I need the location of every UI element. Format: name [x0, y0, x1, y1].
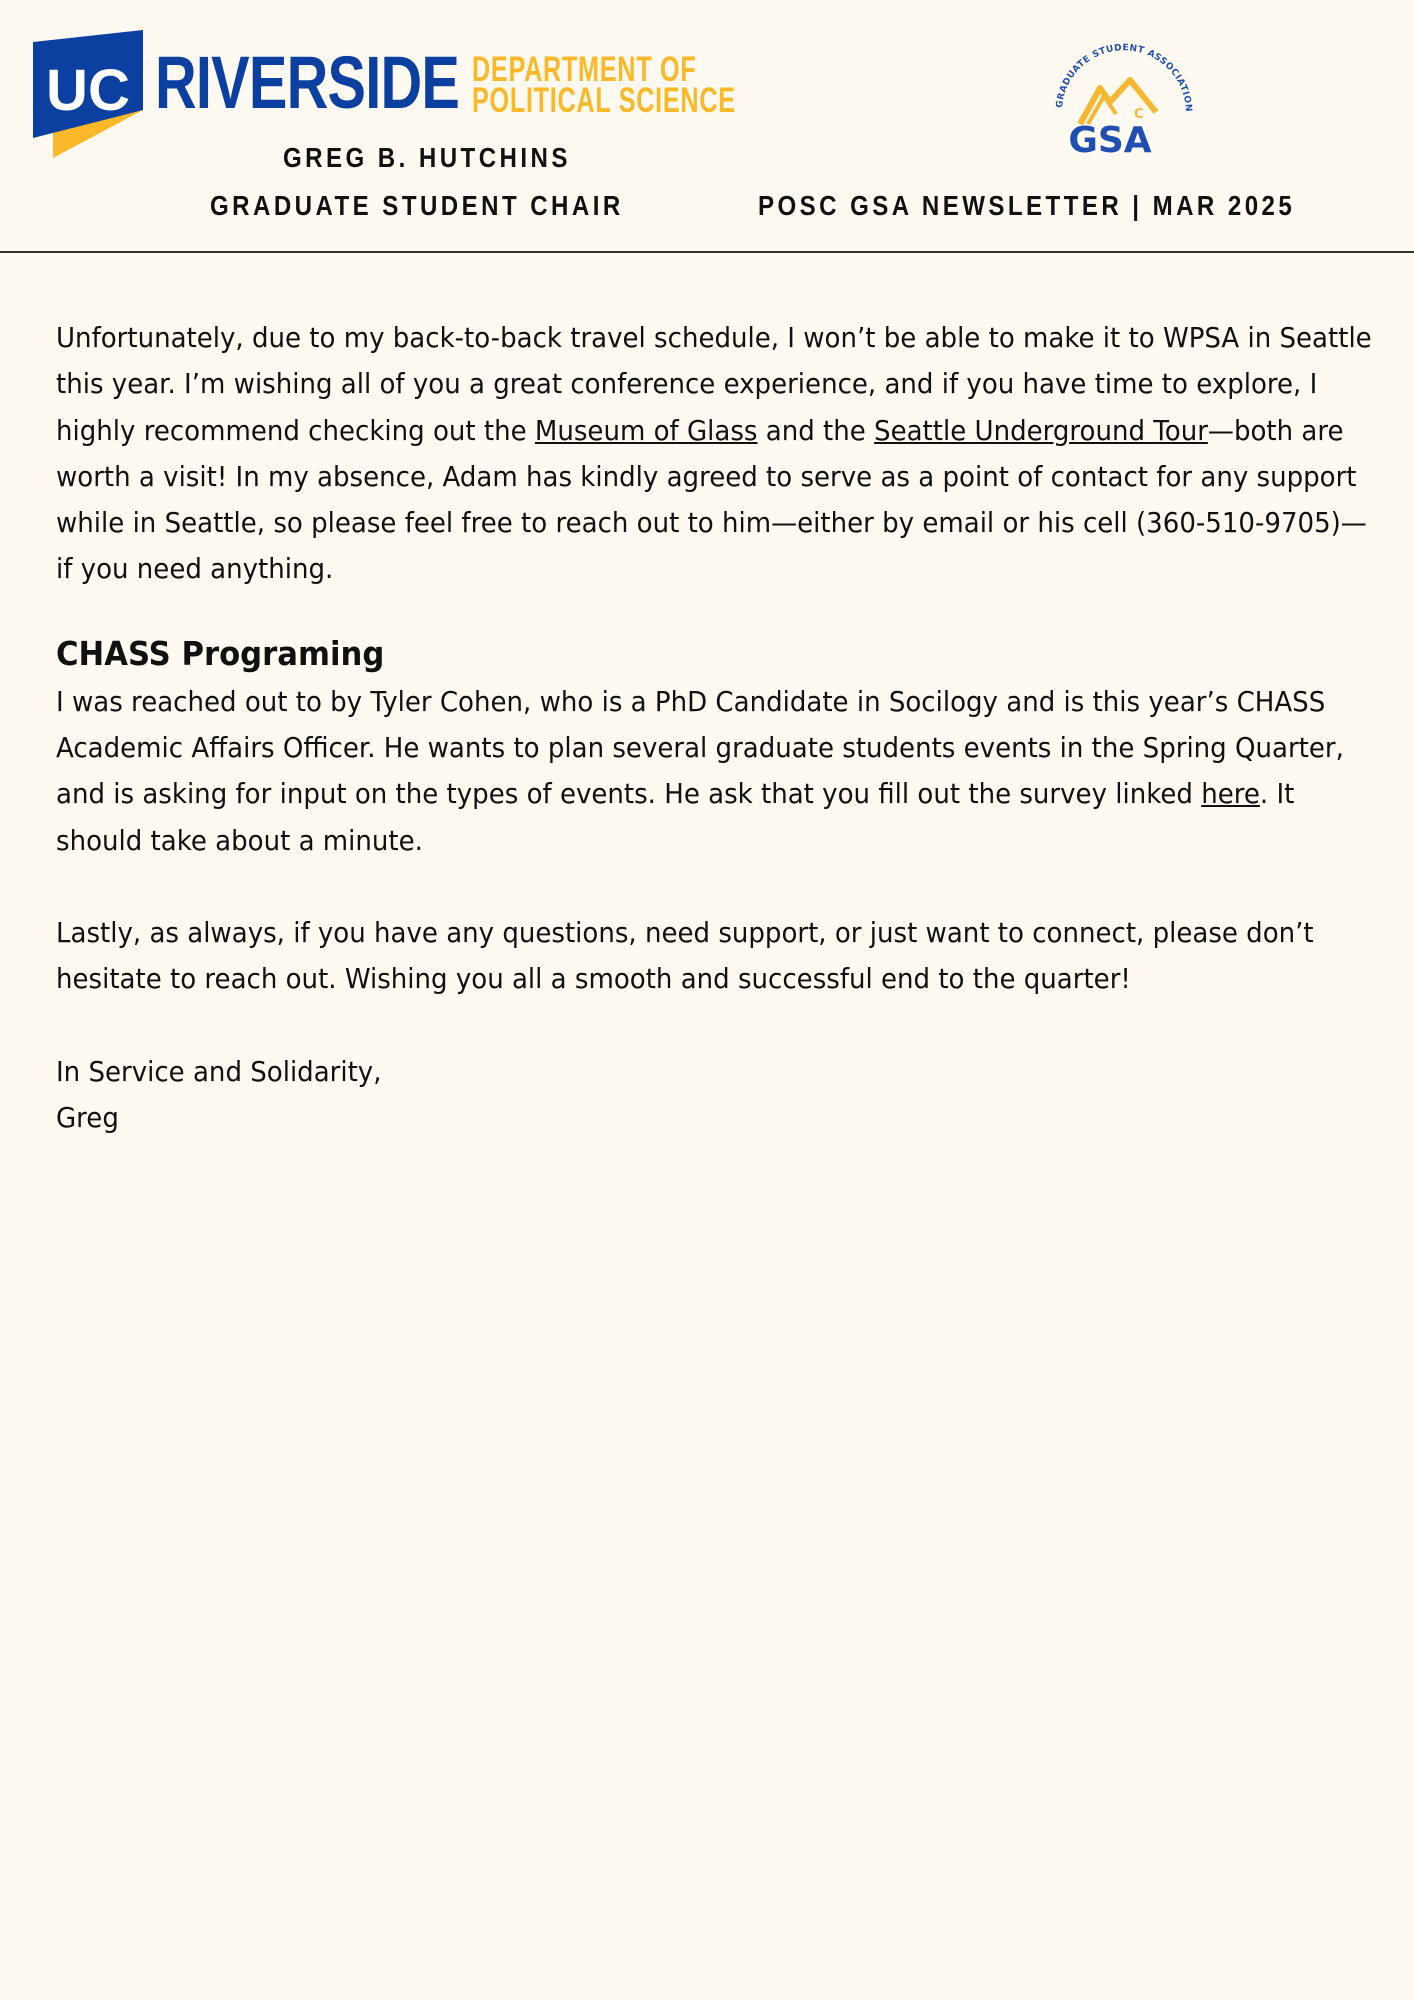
newsletter-title: POSC GSA NEWSLETTER | MAR 2025: [758, 190, 1296, 221]
paragraph-gap: [56, 864, 1386, 910]
paragraph-gap: [56, 1003, 1386, 1049]
closing-salutation: In Service and Solidarity,: [56, 1054, 382, 1088]
svg-text:GRADUATE STUDENT ASSOCIATION: [1055, 43, 1193, 112]
survey-link[interactable]: here: [1201, 777, 1260, 811]
gsa-ring-text: GRADUATE STUDENT ASSOCIATION: [1054, 43, 1193, 113]
department-line-2: POLITICAL SCIENCE: [472, 81, 736, 120]
newsletter-header: [0, 0, 1414, 252]
department-line-1: DEPARTMENT OF: [472, 50, 697, 89]
paragraph-text: I was reached out to by Tyler Cohen, who is a PhD Candidate in Socilogy and is this year’s CHASS Academic Affairs Officer. He wants to plan several graduate students events in the Spring Quarter, and is asking for input on the types of events. He ask that you fill out the survey linked: [56, 684, 1344, 811]
paragraph-chass: [56, 679, 1386, 864]
riverside-wordmark: RIVERSIDE: [155, 41, 460, 124]
paragraph-text: —both are worth a visit! In my absence, Adam has kindly agreed to serve as a point of contact for any support while in Seattle, so please feel free to reach out to him—either by email or his cell (360-510-9705)— if you need anything.: [56, 413, 1367, 586]
paragraph-text: Unfortunately, due to my back-to-back travel schedule, I won’t be able to make it to WPSA in Seattle this year. I’m wishing all of you a great conference experience, and if you have time to explore, I highly recommend checking out the: [56, 321, 1372, 447]
uc-logo-icon: [33, 30, 143, 165]
department-name: [472, 50, 736, 120]
section-heading-chass: CHASS Programing: [56, 633, 385, 673]
header-divider: [0, 251, 1414, 253]
gsa-accent-letter: C: [1134, 107, 1144, 122]
signature: Greg: [56, 1100, 119, 1134]
newsletter-body: [56, 315, 1386, 1141]
gsa-text: GSA: [1068, 120, 1152, 161]
museum-of-glass-link[interactable]: Museum of Glass: [534, 413, 758, 447]
seattle-underground-tour-link[interactable]: Seattle Underground Tour: [874, 413, 1208, 447]
author-title: GRADUATE STUDENT CHAIR: [210, 190, 624, 221]
paragraph-wpsa: [56, 315, 1386, 593]
paragraph-closing: Lastly, as always, if you have any questions, need support, or just want to connect, please don’t hesitate to reach out. Wishing you all a smooth and successful end to the quarter!: [56, 915, 1314, 996]
uc-text: UC: [46, 58, 130, 123]
paragraph-text: . It should take about a minute.: [56, 777, 1295, 857]
paragraph-text: and the: [757, 413, 875, 447]
author-name: GREG B. HUTCHINS: [283, 142, 571, 173]
gsa-logo-icon: [1040, 28, 1200, 176]
